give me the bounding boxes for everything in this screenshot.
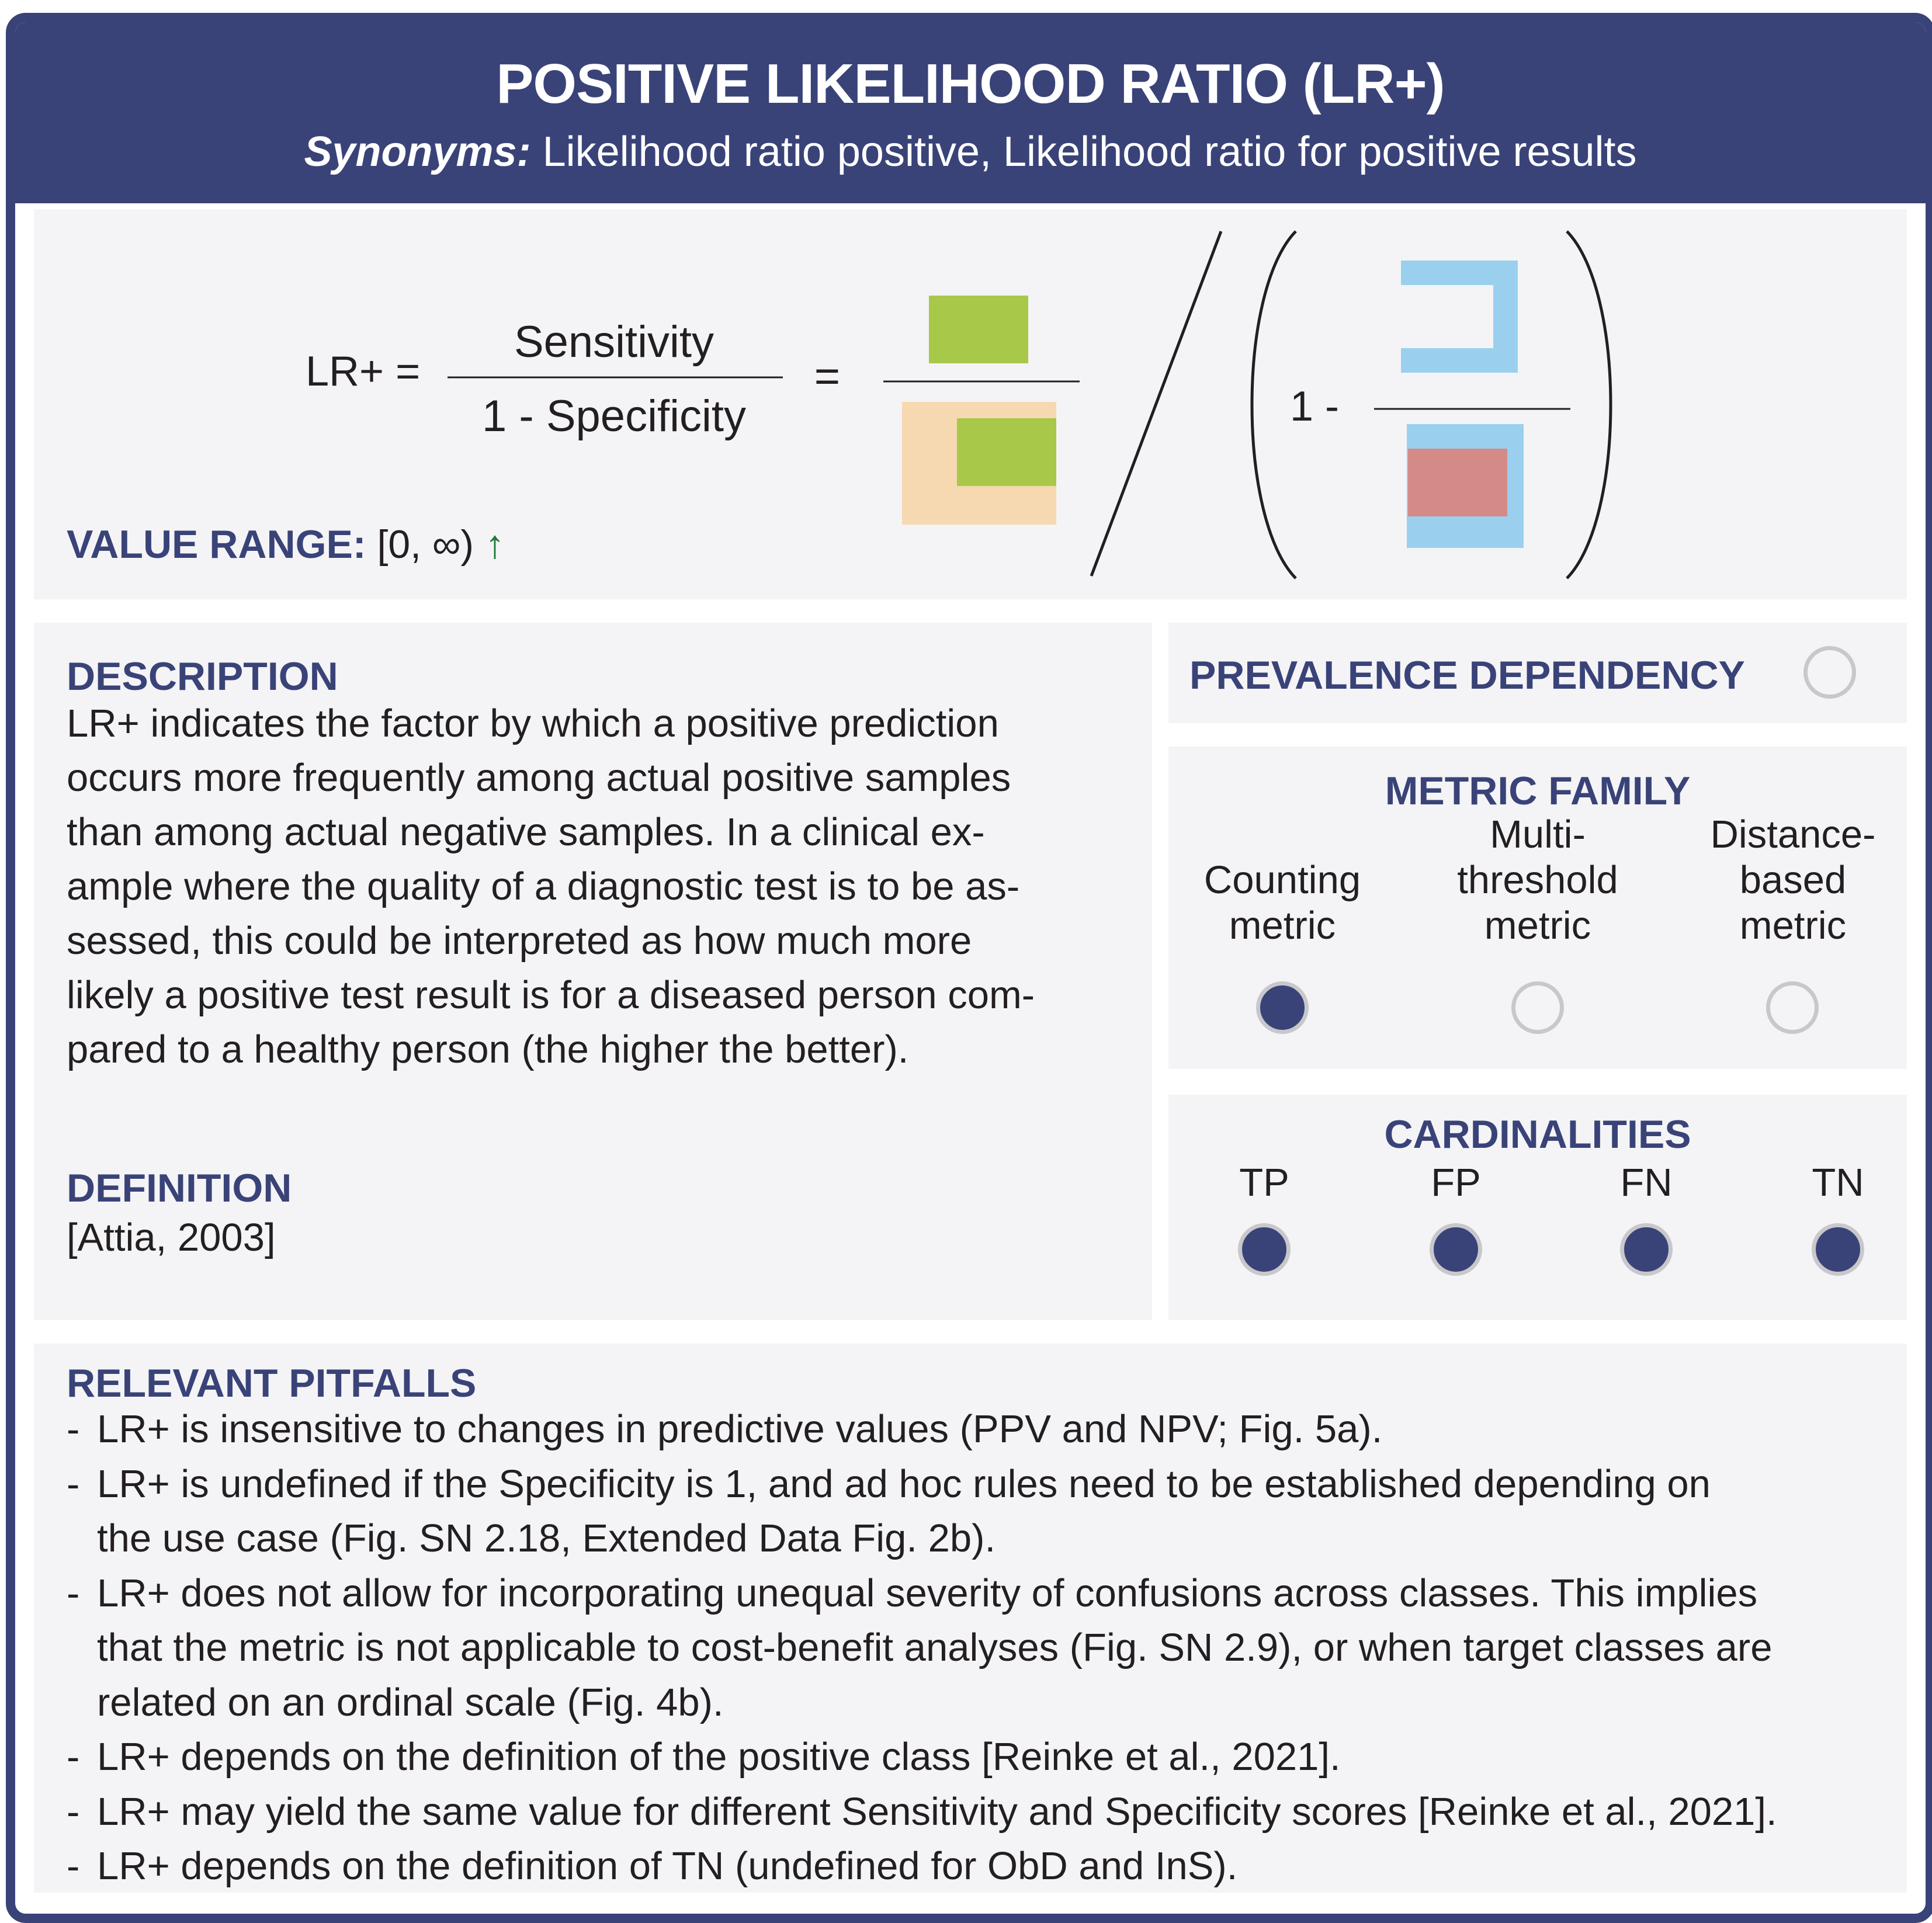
pitfall-item: - LR+ depends on the definition of the positive class [Reinke et al., 2021].	[67, 1730, 1889, 1785]
tp-square-denominator	[957, 418, 1056, 486]
pitfall-item: - LR+ depends on the definition of TN (undefined for ObD and InS).	[67, 1839, 1889, 1894]
cardinality-tn-indicator	[1812, 1223, 1864, 1276]
description-line: occurs more frequently among actual positive samples	[67, 756, 1011, 800]
definition-heading: DEFINITION	[67, 1166, 292, 1210]
cardinality-fp-indicator	[1430, 1223, 1482, 1276]
value-range-arrow-icon: ↑	[484, 522, 505, 567]
cardinality-tp-indicator	[1238, 1223, 1291, 1276]
pitfalls-heading: RELEVANT PITFALLS	[67, 1361, 477, 1405]
description-line: pared to a healthy person (the higher the better).	[67, 1028, 909, 1071]
pitfall-item: - LR+ does not allow for incorporating unequal severity of confusions across classes. This implies that the metric is not applicable to cost-benefit analyses (Fig. SN 2.9), or when target classes are related on an ordinal scale (Fig. 4b).	[67, 1566, 1889, 1730]
pitfalls-list	[67, 1402, 1889, 1894]
description-line: ample where the quality of a diagnostic test is to be as-	[67, 865, 1020, 908]
cardinality-label-tp: TP	[1239, 1161, 1289, 1205]
cardinality-label-fn: FN	[1620, 1161, 1673, 1205]
value-range-label: VALUE RANGE:	[67, 522, 366, 567]
description-line: likely a positive test result is for a diseased person com-	[67, 973, 1035, 1017]
description-line: sessed, this could be interpreted as how much more	[67, 919, 972, 963]
description-text	[67, 696, 1142, 1077]
description-panel	[34, 623, 1152, 1320]
prevalence-heading: PREVALENCE DEPENDENCY	[1189, 653, 1745, 697]
value-range	[67, 522, 505, 567]
left-parenthesis	[1252, 231, 1296, 578]
description-heading: DESCRIPTION	[67, 654, 338, 699]
pitfalls-panel	[34, 1344, 1907, 1893]
metric-family-distance-indicator	[1766, 981, 1819, 1034]
prevalence-indicator	[1803, 646, 1856, 699]
pitfall-item: - LR+ is undefined if the Specificity is 1, and ad hoc rules need to be established depending on the use case (Fig. SN 2.18, Extended Data Fig. 2b).	[67, 1457, 1889, 1566]
synonyms-label: Synonyms:	[304, 129, 531, 175]
tn-bracket-numerator	[1401, 261, 1518, 373]
description-line: LR+ indicates the factor by which a positive prediction	[67, 702, 999, 745]
formula-one-minus: 1 -	[1290, 383, 1340, 430]
cardinalities-panel	[1168, 1095, 1907, 1320]
metric-family-option-label: Multi- threshold metric	[1457, 813, 1618, 947]
metric-family-multithreshold-indicator	[1511, 981, 1564, 1034]
right-parenthesis	[1567, 231, 1611, 578]
formula-numerator: Sensitivity	[514, 317, 714, 367]
metric-family-heading: METRIC FAMILY	[1385, 769, 1691, 813]
card-header	[15, 22, 1926, 203]
metric-family-counting-indicator	[1256, 981, 1309, 1034]
metric-family-panel	[1168, 747, 1907, 1069]
metric-family-option-label: Distance- based metric	[1710, 813, 1876, 947]
value-range-value: [0, ∞)	[377, 522, 474, 567]
card-subtitle	[15, 131, 1926, 173]
division-slash	[1091, 231, 1221, 576]
cardinalities-heading: CARDINALITIES	[1384, 1112, 1691, 1157]
tp-square-numerator	[929, 296, 1028, 363]
formula-panel	[34, 209, 1907, 599]
prevalence-panel	[1168, 623, 1907, 723]
cardinality-label-fp: FP	[1431, 1161, 1481, 1205]
pitfall-item: - LR+ is insensitive to changes in predictive values (PPV and NPV; Fig. 5a).	[67, 1402, 1889, 1457]
fn-square	[1408, 449, 1507, 516]
cardinality-fn-indicator	[1620, 1223, 1673, 1276]
formula-equals: =	[814, 352, 841, 401]
definition-text: [Attia, 2003]	[67, 1216, 276, 1259]
formula-denominator: 1 - Specificity	[482, 391, 746, 441]
description-line: than among actual negative samples. In a clinical ex-	[67, 810, 985, 854]
pitfall-item: - LR+ may yield the same value for different Sensitivity and Specificity scores [Reinke et al., 2021].	[67, 1785, 1889, 1839]
metric-card	[6, 13, 1932, 1923]
metric-family-option-label: Counting metric	[1203, 858, 1361, 947]
card-title: POSITIVE LIKELIHOOD RATIO (LR+)	[496, 53, 1445, 115]
synonyms-text: Likelihood ratio positive, Likelihood ratio for positive results	[542, 129, 1637, 175]
formula-lhs: LR+ =	[306, 348, 421, 395]
cardinality-label-tn: TN	[1812, 1161, 1864, 1205]
